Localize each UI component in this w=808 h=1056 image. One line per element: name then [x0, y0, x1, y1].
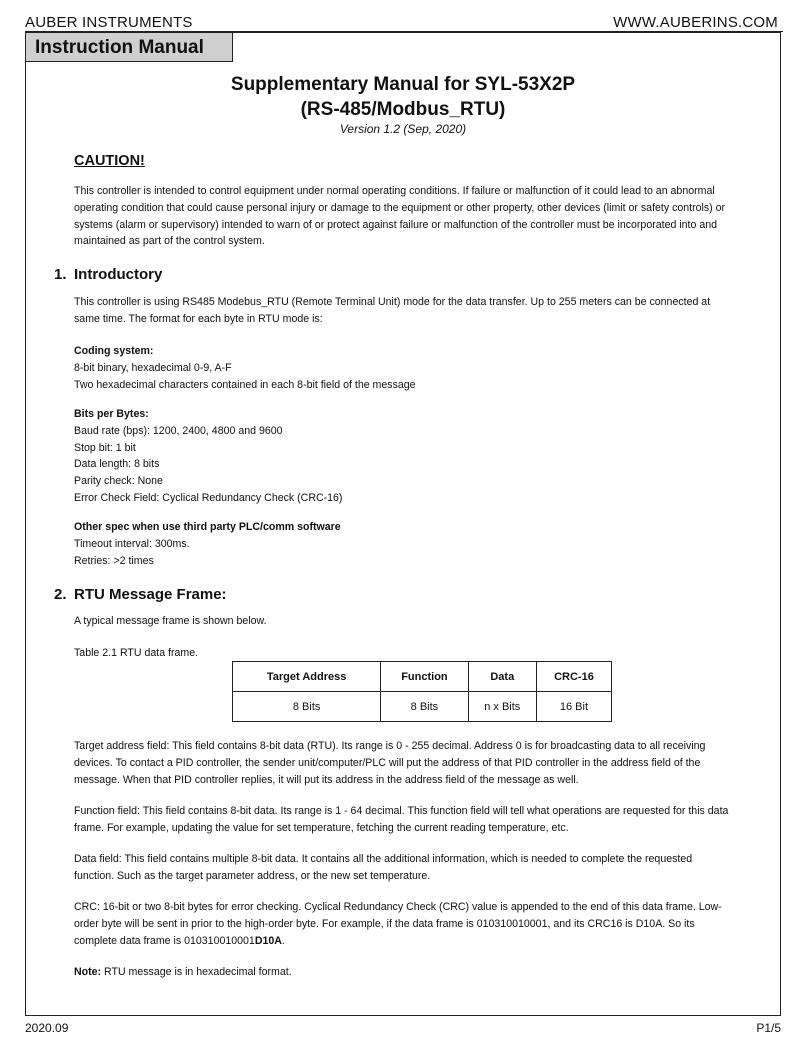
footer-page: P1/5	[756, 1021, 781, 1035]
section2-heading	[54, 586, 227, 603]
data-field-text: Data field: This field contains multiple 8-bit data. It contains all the additional information, which is needed to complete the requested function. Such as the target parameter address, or the new set temperature.	[74, 853, 693, 882]
table-header-cell: CRC-16	[536, 662, 611, 692]
section2-intro: A typical message frame is shown below.	[74, 615, 267, 627]
bits-line: Error Check Field: Cyclical Redundancy Check (CRC-16)	[74, 491, 343, 504]
company-name: AUBER INSTRUMENTS	[25, 14, 193, 31]
bits-line: Data length: 8 bits	[74, 458, 160, 471]
bits-line: Parity check: None	[74, 475, 163, 488]
coding-heading: Coding system:	[74, 345, 154, 357]
table-header-cell: Function	[381, 662, 468, 692]
bits-line: Baud rate (bps): 1200, 2400, 4800 and 9600	[74, 424, 283, 437]
coding-line: 8-bit binary, hexadecimal 0-9, A-F	[74, 361, 232, 374]
table-caption: Table 2.1 RTU data frame.	[74, 647, 199, 659]
section2-number: 2.	[54, 586, 67, 603]
table-cell: 8 Bits	[381, 692, 468, 722]
table-cell: n x Bits	[468, 692, 536, 722]
table-header-cell: Target Address	[233, 662, 381, 692]
caution-heading: CAUTION!	[74, 153, 145, 169]
note-body: RTU message is in hexadecimal format.	[101, 966, 292, 978]
crc-body: CRC: 16-bit or two 8-bit bytes for error checking. Cyclical Redundancy Check (CRC) value is appended to the end of this data frame. Low-order byte will be sent in prior to the high-order byte. For example, if the data frame is 010310010001, and its CRC16 is D10A. So its complete data frame is 010310010001	[74, 901, 722, 947]
manual-tab: Instruction Manual	[25, 32, 233, 62]
caution-text: This controller is intended to control equipment under normal operating conditions. If failure or malfunction of it could lead to an abnormal operating condition that could cause personal injury or damage to the equipment or other property, other devices (limit or safety controls) or systems (alarm or supervisory) intended to warn of or protect against failure or malfunction of the controller must be incorporated into and maintained as part of the control system.	[74, 185, 726, 248]
bits-block	[74, 406, 734, 507]
table-cell: 8 Bits	[233, 692, 381, 722]
other-spec-line: Timeout interval: 300ms.	[74, 537, 190, 550]
crc-end: .	[281, 934, 285, 947]
rtu-frame-table	[232, 661, 612, 722]
function-field-text: Function field: This field contains 8-bit data. Its range is 1 - 64 decimal. This function field will tell what operations are requested for this data frame. For example, updating the value for set temperature, fetching the current reading temperature, etc.	[74, 805, 729, 834]
section1-title: Introductory	[74, 266, 163, 283]
crc-text	[74, 899, 734, 949]
crc-value: D10A	[254, 934, 282, 947]
note-label: Note:	[74, 966, 102, 978]
table-header-row	[233, 662, 612, 692]
table-cell: 16 Bit	[536, 692, 611, 722]
other-spec-block	[74, 519, 734, 569]
section1-heading	[54, 266, 162, 283]
table-row	[233, 692, 612, 722]
note-text	[74, 964, 734, 981]
coding-line: Two hexadecimal characters contained in each 8-bit field of the message	[74, 378, 416, 391]
website[interactable]: WWW.AUBERINS.COM	[613, 14, 778, 31]
other-spec-line: Retries: >2 times	[74, 554, 154, 567]
bits-heading: Bits per Bytes:	[74, 408, 149, 420]
doc-title: Supplementary Manual for SYL-53X2P	[230, 74, 576, 95]
section2-title: RTU Message Frame:	[74, 586, 227, 603]
footer-date: 2020.09	[25, 1021, 69, 1035]
section1-number: 1.	[54, 266, 67, 283]
bits-line: Stop bit: 1 bit	[74, 441, 136, 454]
section1-intro: This controller is using RS485 Modebus_RTU (Remote Terminal Unit) mode for the data transfer. Up to 255 meters can be connected at same time. The format for each byte in RTU mode is:	[74, 296, 711, 325]
table-header-cell: Data	[468, 662, 536, 692]
doc-version: Version 1.2 (Sep, 2020)	[339, 122, 467, 136]
other-spec-heading: Other spec when use third party PLC/comm software	[74, 521, 341, 533]
coding-block	[74, 343, 734, 393]
doc-subtitle: (RS-485/Modbus_RTU)	[300, 99, 506, 120]
target-field-text: Target address field: This field contains 8-bit data (RTU). Its range is 0 - 255 decimal. Address 0 is for broadcasting data to all receiving devices. To contact a PID controller, the sender unit/computer/PLC will put the address of that PID controller in the address field of the message. When that PID controller replies, it will put its address in the address field of the message as well.	[74, 740, 706, 786]
